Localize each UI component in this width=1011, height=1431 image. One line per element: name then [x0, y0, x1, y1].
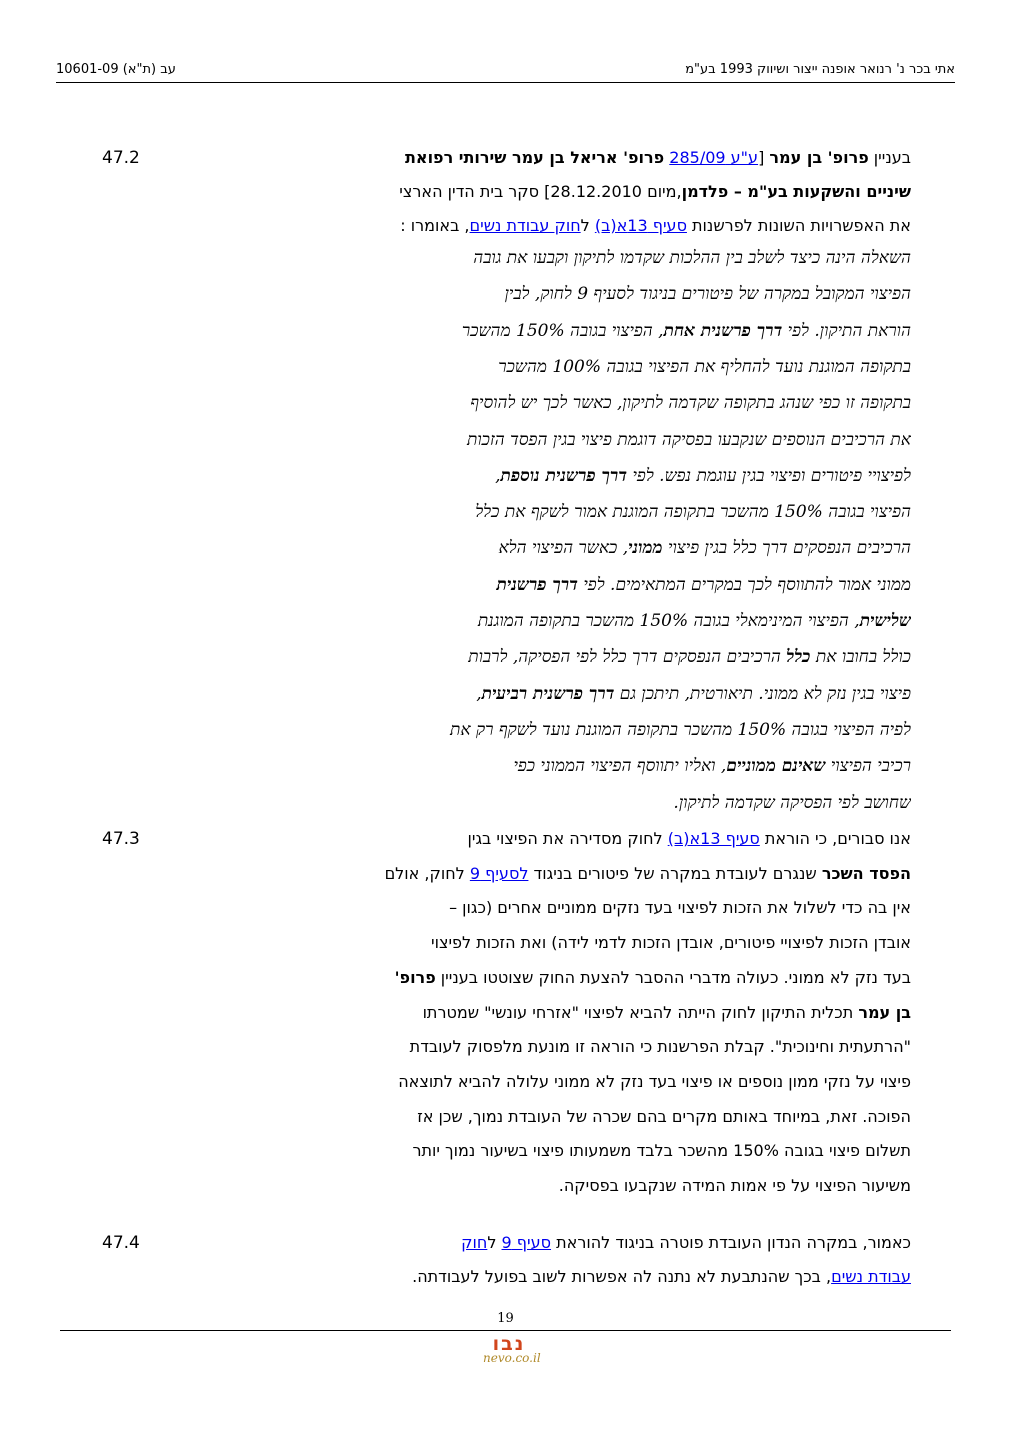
p474-line — [207, 1267, 911, 1286]
bold-text: דרך פרשנית רביעית — [481, 683, 615, 704]
text-segment: שנגרם לעובדת במקרה של פיטורים בניגוד — [528, 863, 822, 883]
nevo-logo-text: nevo.co.il — [483, 1351, 541, 1365]
quote-line — [271, 575, 911, 595]
p473-line — [207, 1141, 911, 1160]
p474-line — [207, 1233, 911, 1252]
text-segment: ,מיום 28.12.2010] סקר בית הדין הארצי — [399, 182, 682, 201]
p472-line — [207, 216, 911, 235]
law-link[interactable]: ע"ע 285/09 — [669, 148, 759, 167]
quote-line — [271, 538, 911, 558]
bold-text: פרופ' בן עמר — [769, 148, 869, 167]
text-segment: שחושב לפי הפסיקה שקדמה לתיקון. — [673, 792, 911, 813]
text-segment: אובדן הזכות לפיצויי פיטורים, אובדן הזכות לדמי לידה) ואת הזכות לפיצוי — [431, 933, 911, 953]
text-segment: , — [495, 465, 501, 486]
page-header — [56, 58, 955, 83]
quote-line — [271, 647, 911, 667]
text-segment: ל — [487, 1233, 502, 1252]
text-segment: הפוכה. זאת, במיוחד באותם מקרים בהם שכרה של העובדת נמוך, שכן אז — [417, 1106, 911, 1126]
paragraph-number-47-2: 47.2 — [102, 148, 140, 168]
text-segment: [ — [758, 148, 770, 167]
text-segment: הרכיבים הנפסקים דרך כלל לפי הפסיקה, לרבות — [468, 647, 787, 668]
bold-text: ממוני — [628, 538, 663, 559]
text-segment: פיצוי על נזקי ממון נוספים או פיצוי בעד נזק לא ממוני עלולה להביא לתוצאה — [398, 1071, 911, 1091]
text-segment: בתקופה זו כפי שנהג בתקופה שקדמה לתיקון, כאשר לכך יש להוסיף — [470, 393, 911, 414]
p473-line — [207, 1003, 911, 1022]
bold-text: כלל — [786, 647, 811, 668]
text-segment: הפיצוי המקובל במקרה של פיטורים בניגוד לסעיף 9 לחוק, לבין — [504, 284, 911, 305]
bold-text: דרך פרשנית — [496, 574, 578, 595]
quote-line — [271, 393, 911, 413]
bold-text: הפסד השכר — [821, 863, 911, 883]
text-segment: את הרכיבים הנוספים שנקבעו בפסיקה דוגמת פיצוי בגין הפסד הזכות — [466, 429, 911, 450]
bold-text: פרופ' אריאל בן עמר שירותי רפואת — [404, 148, 665, 167]
text-segment: , בכך שהנתבעת לא נתנה לה אפשרות לשוב בפועל לעבודתה. — [412, 1267, 832, 1286]
quote-line — [271, 756, 911, 776]
bold-text: שאינם ממוניים — [726, 756, 826, 777]
quote-line — [271, 284, 911, 304]
text-segment: כולל בחובו את — [810, 647, 911, 668]
bold-text: בן עמר — [858, 1002, 911, 1022]
quote-line — [271, 720, 911, 740]
quote-line — [271, 430, 911, 450]
bold-text: פרופ' — [394, 967, 436, 987]
text-segment: ל — [580, 216, 595, 235]
text-segment: משיעור הפיצוי על פי אמות המידה שנקבעו בפסיקה. — [558, 1176, 911, 1195]
nevo-logo-mark: נבו — [492, 1333, 526, 1355]
bold-text: דרך פרשנית אחת — [663, 320, 783, 341]
p472-line — [207, 148, 911, 167]
law-link[interactable]: עבודת נשים — [831, 1267, 911, 1286]
text-segment: , כאשר הפיצוי הלא — [498, 538, 629, 559]
text-segment: בעד נזק לא ממוני. כעולה מדברי ההסבר להצעת החוק שצוטטו בעניין — [435, 967, 911, 987]
paragraph-number-47-3: 47.3 — [102, 829, 140, 849]
text-segment: , — [476, 683, 482, 704]
quote-line — [271, 357, 911, 377]
text-segment: פיצוי בגין נזק לא ממוני. תיאורטית, תיתכן גם — [614, 683, 911, 704]
text-segment: לחוק, אולם — [384, 863, 470, 883]
law-link[interactable]: סעיף 9 — [501, 1233, 552, 1252]
text-segment: לפיה הפיצוי בגובה 150% מהשכר בתקופה המוגנת נועד לשקף רק את — [450, 719, 911, 740]
text-segment: את האפשרויות השונות לפרשנות — [686, 216, 911, 235]
p473-line — [207, 933, 911, 952]
text-segment: רכיבי הפיצוי — [825, 756, 911, 777]
text-segment: בתקופה המוגנת נועד להחליף את הפיצוי בגובה 100% מהשכר — [498, 356, 911, 377]
law-link[interactable]: סעיף 13א(ב) — [594, 216, 687, 235]
quote-line — [271, 793, 911, 813]
p473-line — [207, 829, 911, 848]
quote-line — [271, 611, 911, 631]
page-number: 19 — [497, 1311, 514, 1326]
bold-text: שיניים והשקעות בע"מ – פלדמן — [681, 182, 911, 201]
quote-line — [271, 248, 911, 268]
p472-line — [207, 182, 911, 201]
text-segment: ממוני אמור להתווסף לכך במקרים המתאימים. לפי — [577, 574, 911, 595]
text-segment: השאלה הינה כיצד לשלב בין ההלכות שקדמו לתיקון וקבעו את גובה — [473, 248, 911, 268]
nevo-logo[interactable] — [469, 1333, 559, 1367]
p473-line — [207, 1176, 911, 1195]
text-segment: , הפיצוי בגובה 150% מהשכר — [461, 320, 664, 341]
p473-line — [207, 1037, 911, 1056]
paragraph-number-47-4: 47.4 — [102, 1233, 140, 1253]
p473-line — [207, 1107, 911, 1126]
text-segment: תשלום פיצוי בגובה 150% מהשכר בלבד משמעותו פיצוי בשיעור נמוך יותר — [412, 1141, 911, 1161]
text-segment: לחוק מסדירה את הפיצוי בגין — [467, 829, 668, 848]
text-segment: הוראת התיקון. לפי — [782, 320, 911, 341]
law-link[interactable]: חוק עבודת נשים — [469, 216, 581, 235]
text-segment: הרכיבים הנפסקים דרך כלל בגין פיצוי — [662, 538, 911, 559]
p473-line — [207, 898, 911, 917]
text-segment: אנו סבורים, כי הוראת — [759, 829, 911, 848]
law-link[interactable]: חוק — [461, 1233, 488, 1252]
text-segment: אין בה כדי לשלול את הזכות לפיצוי בעד נזקים ממוניים אחרים (כגון – — [449, 898, 911, 918]
bold-text: שלישית — [859, 611, 911, 631]
text-segment: "הרתעתית וחינוכית". קבלת הפרשנות כי הוראה זו מונעת מלפסוק לעובדת — [409, 1037, 911, 1057]
bold-text: דרך פרשנית נוספת — [500, 465, 628, 486]
quote-line — [271, 502, 911, 522]
law-link[interactable]: סעיף 13א(ב) — [667, 829, 760, 848]
law-link[interactable]: לסעיף 9 — [469, 863, 529, 883]
text-segment: הפיצוי בגובה 150% מהשכר בתקופה המוגנת אמור לשקף את כלל — [475, 502, 911, 523]
p473-line — [207, 968, 911, 987]
text-segment: , הפיצוי המינימאלי בגובה 150% מהשכר בתקופה המוגנת — [477, 611, 860, 631]
quote-line — [271, 321, 911, 341]
case-number: עב (ת"א) 10601-09 — [56, 62, 176, 77]
text-segment: , באומרו : — [400, 216, 470, 235]
p473-line — [207, 1072, 911, 1091]
text-segment: בעניין — [868, 148, 911, 167]
quote-line — [271, 466, 911, 486]
text-segment: , ואליו יתווסף הפיצוי הממוני כפי — [513, 756, 727, 777]
quote-line — [271, 684, 911, 704]
case-title: אתי בכר נ' רנואר אופנה ייצור ושיווק 1993 בע"מ — [685, 62, 955, 77]
text-segment: תכלית התיקון לחוק הייתה להביא לפיצוי "אזרחי עונשי" שמטרתו — [422, 1002, 859, 1022]
text-segment: לפיצויי פיטורים ופיצוי בגין עוגמת נפש. לפי — [627, 465, 911, 486]
footer-divider — [60, 1330, 951, 1331]
text-segment: כאמור, במקרה הנדון העובדת פוטרה בניגוד להוראת — [551, 1233, 911, 1252]
p473-line — [207, 864, 911, 883]
